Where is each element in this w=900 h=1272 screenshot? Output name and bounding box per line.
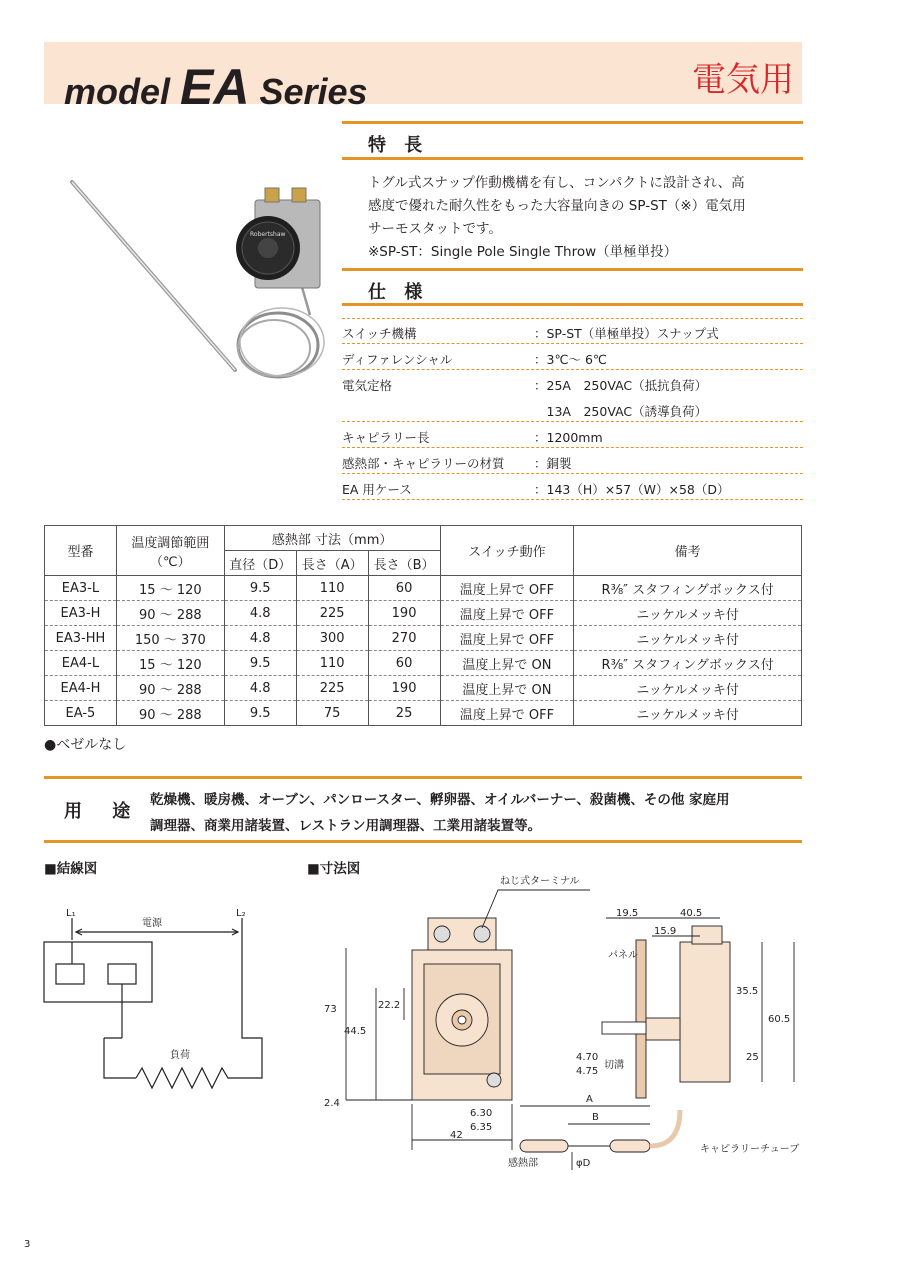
cell-len-b: 190	[368, 601, 440, 626]
cell-remarks: ニッケルメッキ付	[574, 701, 802, 726]
spec-value: ：銅製	[534, 456, 572, 471]
dim-73: 73	[324, 1004, 337, 1015]
table-row	[45, 701, 802, 726]
product-photo	[60, 170, 340, 410]
th-dims: 感熱部 寸法（mm）	[224, 526, 440, 551]
dimensions-title: ■寸法図	[307, 861, 361, 877]
dim-40-5: 40.5	[680, 908, 703, 919]
th-range-label: 温度調節範囲	[131, 535, 210, 551]
spec-value: 13A 250VAC（誘導負荷）	[534, 404, 708, 419]
dim-cutout: 切溝	[604, 1060, 624, 1071]
cell-len-b: 270	[368, 626, 440, 651]
dim-capillary: キャピラリーチューブ	[700, 1144, 800, 1155]
features-line: 感度で優れた耐久性をもった大容量向きの SP-ST（※）電気用	[368, 198, 746, 214]
category-label: 電気用	[692, 60, 794, 100]
svg-text:Robertshaw: Robertshaw	[250, 231, 286, 238]
spec-rule-top	[342, 268, 803, 271]
spec-row	[342, 448, 803, 474]
wiring-l2: L₂	[236, 908, 246, 919]
cell-len-a: 225	[296, 601, 368, 626]
dim-25: 25	[746, 1052, 759, 1063]
features-text	[368, 172, 798, 264]
dim-a: A	[586, 1094, 593, 1105]
cell-range: 150 ～ 370	[116, 626, 224, 651]
th-dia: 直径（D）	[224, 551, 296, 576]
spec-value: ：SP-ST（単極単投）スナップ式	[534, 326, 719, 341]
dim-terminal: ねじ式ターミナル	[500, 876, 580, 887]
features-line: トグル式スナップ作動機構を有し、コンパクトに設計され、高	[368, 175, 745, 191]
cell-switch: 温度上昇で ON	[440, 676, 574, 701]
th-len-a: 長さ（A）	[296, 551, 368, 576]
cell-switch: 温度上昇で OFF	[440, 576, 574, 601]
spec-value: ：143（H）×57（W）×58（D）	[534, 482, 730, 497]
cell-range: 15 ～ 120	[116, 576, 224, 601]
wiring-title: ■結線図	[44, 861, 98, 877]
spec-key: スイッチ機構	[342, 326, 417, 341]
spec-rule-start	[342, 318, 803, 319]
spec-value: ：3℃～ 6℃	[534, 352, 607, 367]
title-series: Series	[259, 71, 368, 112]
usage-text	[150, 787, 800, 839]
wiring-load: 負荷	[170, 1050, 190, 1061]
dim-60-5: 60.5	[768, 1014, 791, 1025]
th-model: 型番	[45, 526, 117, 576]
cell-range: 15 ～ 120	[116, 651, 224, 676]
dim-panel: パネル	[608, 950, 638, 961]
spec-row	[342, 344, 803, 370]
cell-dia: 9.5	[224, 576, 296, 601]
dim-4-70: 4.70	[576, 1052, 599, 1063]
cell-model: EA4-H	[45, 676, 117, 701]
cell-dia: 9.5	[224, 651, 296, 676]
spec-row	[342, 474, 803, 500]
usage-line: 乾燥機、暖房機、オーブン、パンロースター、孵卵器、オイルバーナー、殺菌機、その他 家庭用	[150, 792, 730, 808]
cell-model: EA-5	[45, 701, 117, 726]
spec-key: キャピラリー長	[342, 430, 430, 445]
cell-len-b: 190	[368, 676, 440, 701]
cell-switch: 温度上昇で OFF	[440, 701, 574, 726]
dim-42: 42	[450, 1130, 463, 1141]
cell-model: EA4-L	[45, 651, 117, 676]
th-range-unit: （℃）	[150, 554, 191, 570]
cell-range: 90 ～ 288	[116, 701, 224, 726]
spec-row	[342, 318, 803, 344]
cell-range: 90 ～ 288	[116, 601, 224, 626]
spec-row	[342, 422, 803, 448]
dim-phi-d: φD	[576, 1158, 591, 1169]
spec-value: ：25A 250VAC（抵抗負荷）	[534, 378, 708, 393]
th-len-b: 長さ（B）	[368, 551, 440, 576]
cell-switch: 温度上昇で ON	[440, 651, 574, 676]
page-title	[64, 58, 368, 116]
cell-remarks: ニッケルメッキ付	[574, 626, 802, 651]
cell-model: EA3-L	[45, 576, 117, 601]
cell-switch: 温度上昇で OFF	[440, 601, 574, 626]
dim-15-9: 15.9	[654, 926, 677, 937]
cell-model: EA3-H	[45, 601, 117, 626]
features-rule-top	[342, 121, 803, 124]
cell-len-a: 225	[296, 676, 368, 701]
usage-rule-top	[44, 776, 802, 779]
features-line: ※SP-ST：Single Pole Single Throw（単極単投）	[368, 244, 678, 260]
features-title: 特 長	[368, 135, 429, 156]
table-row	[45, 601, 802, 626]
th-switch: スイッチ動作	[440, 526, 574, 576]
spec-value: ：1200mm	[534, 430, 603, 445]
cell-model: EA3-HH	[45, 626, 117, 651]
dim-6-30: 6.30	[470, 1108, 493, 1119]
cell-len-a: 110	[296, 576, 368, 601]
dim-22-2: 22.2	[378, 1000, 401, 1011]
usage-title: 用 途	[64, 801, 143, 822]
cell-len-b: 25	[368, 701, 440, 726]
wiring-diagram	[36, 900, 276, 1100]
dim-b: B	[592, 1112, 599, 1123]
spec-title: 仕 様	[368, 282, 429, 303]
cell-remarks: R⅜″ スタフィングボックス付	[574, 576, 802, 601]
dim-19-5: 19.5	[616, 908, 639, 919]
th-range	[116, 526, 224, 576]
cell-dia: 4.8	[224, 601, 296, 626]
dim-35-5: 35.5	[736, 986, 759, 997]
cell-remarks: ニッケルメッキ付	[574, 601, 802, 626]
dimension-drawing	[300, 870, 810, 1170]
title-model: model	[64, 71, 171, 112]
spec-key: 電気定格	[342, 378, 393, 393]
cell-remarks: ニッケルメッキ付	[574, 676, 802, 701]
table-row	[45, 576, 802, 601]
dim-2-4: 2.4	[324, 1098, 340, 1109]
table-row	[45, 626, 802, 651]
spec-key: ディファレンシャル	[342, 352, 453, 367]
cell-remarks: R⅜″ スタフィングボックス付	[574, 651, 802, 676]
model-table	[44, 525, 802, 726]
features-rule-bottom	[342, 157, 803, 160]
wiring-l1: L₁	[66, 908, 76, 919]
usage-rule-bottom	[44, 840, 802, 843]
cell-len-b: 60	[368, 576, 440, 601]
cell-dia: 9.5	[224, 701, 296, 726]
dim-44-5: 44.5	[344, 1026, 367, 1037]
features-line: サーモスタットです。	[368, 221, 502, 237]
wiring-power: 電源	[142, 918, 162, 929]
spec-key: EA 用ケース	[342, 482, 412, 497]
cell-dia: 4.8	[224, 676, 296, 701]
table-row	[45, 651, 802, 676]
spec-rule-bottom	[342, 303, 803, 306]
cell-dia: 4.8	[224, 626, 296, 651]
cell-len-a: 300	[296, 626, 368, 651]
page-number: 3	[24, 1239, 31, 1250]
cell-range: 90 ～ 288	[116, 676, 224, 701]
table-row	[45, 676, 802, 701]
spec-key: 感熱部・キャピラリーの材質	[342, 456, 505, 471]
table-note: ●ベゼルなし	[44, 737, 127, 753]
usage-line: 調理器、商業用諸装置、レストラン用調理器、工業用諸装置等。	[150, 818, 542, 834]
cell-len-a: 110	[296, 651, 368, 676]
dim-4-75: 4.75	[576, 1066, 599, 1077]
cell-switch: 温度上昇で OFF	[440, 626, 574, 651]
spec-row	[342, 396, 803, 422]
spec-row	[342, 370, 803, 395]
cell-len-a: 75	[296, 701, 368, 726]
title-series-code: EA	[180, 59, 250, 115]
cell-len-b: 60	[368, 651, 440, 676]
dim-sensor: 感熱部	[508, 1158, 538, 1169]
dim-6-35: 6.35	[470, 1122, 493, 1133]
th-remarks: 備考	[574, 526, 802, 576]
